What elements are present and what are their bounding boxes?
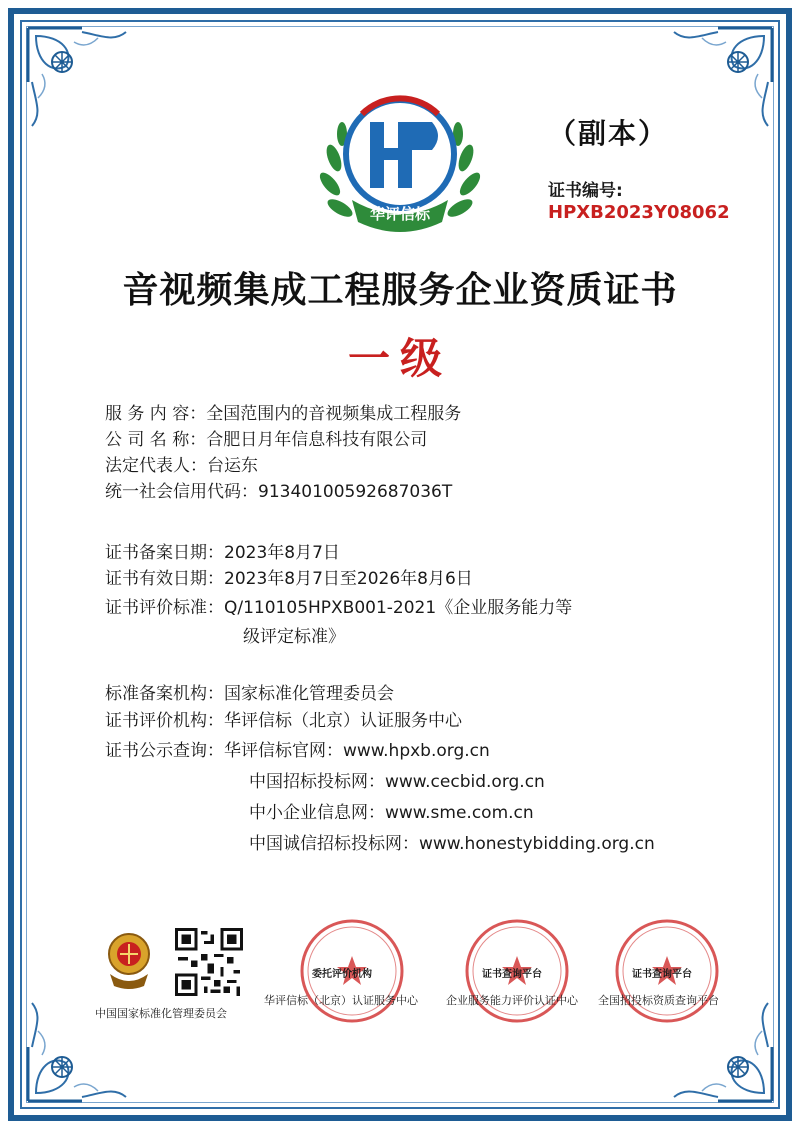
org-row-query-cecbid	[249, 767, 545, 792]
org-value: 华评信标（北京）认证服务中心	[224, 711, 462, 731]
org-row-eval-body	[105, 706, 462, 731]
org-value: 中国诚信招标投标网：www.honestybidding.org.cn	[249, 834, 655, 854]
info-row-credit-code	[105, 477, 452, 502]
org-value: 中国招标投标网：www.cecbid.org.cn	[249, 772, 545, 792]
certificate-number: HPXB2023Y08062	[548, 202, 730, 223]
org-value: 中小企业信息网：www.sme.com.cn	[249, 803, 534, 823]
date-label: 证书有效日期：	[105, 569, 224, 589]
info-label: 服 务 内 容：	[105, 404, 207, 424]
logo-text: 华评信标	[369, 205, 431, 223]
info-row-company	[105, 425, 427, 450]
info-label: 公 司 名 称：	[105, 430, 207, 450]
date-row-standard-cont	[243, 622, 345, 647]
org-value: 华评信标官网：www.hpxb.org.cn	[224, 741, 490, 761]
hpxb-logo-icon	[312, 88, 488, 248]
national-emblem-icon	[102, 930, 156, 992]
org-row-query	[105, 736, 490, 761]
date-label: 证书评价标准：	[105, 598, 224, 618]
info-value: 台运东	[207, 456, 258, 476]
date-row-validity	[105, 564, 473, 589]
date-value: Q/110105HPXB001-2021《企业服务能力等	[224, 598, 573, 618]
date-row-filing	[105, 538, 340, 563]
seal-caption: 全国招投标资质查询平台	[598, 994, 719, 1007]
seal-center-text: 委托评价机构	[312, 969, 372, 980]
info-value: 全国范围内的音视频集成工程服务	[206, 404, 462, 424]
info-value: 91340100592687036T	[258, 482, 453, 502]
info-row-service	[105, 399, 461, 424]
date-row-standard	[105, 593, 572, 618]
seal-center-text: 证书查询平台	[632, 969, 692, 980]
date-label: 证书备案日期：	[105, 543, 224, 563]
date-value: 2023年8月7日	[224, 543, 340, 563]
org-label: 标准备案机构：	[105, 684, 224, 704]
certificate-grade: 一级	[347, 334, 452, 383]
date-value: 2023年8月7日至2026年8月6日	[224, 569, 473, 589]
org-row-query-honesty	[249, 829, 655, 854]
org-row-query-sme	[249, 798, 534, 823]
info-label: 法定代表人：	[105, 456, 207, 476]
org-row-filing-body	[105, 679, 394, 704]
info-label: 统一社会信用代码：	[105, 482, 258, 502]
seal-caption: 企业服务能力评价认证中心	[446, 994, 578, 1007]
seal-center-text: 证书查询平台	[482, 969, 542, 980]
org-value: 国家标准化管理委员会	[224, 684, 394, 704]
copy-label: （副本）	[548, 117, 669, 150]
certificate-number-label: 证书编号:	[548, 181, 623, 201]
emblem-caption: 中国国家标准化管理委员会	[95, 1007, 227, 1020]
qr-code-icon	[175, 928, 243, 996]
certificate-title: 音视频集成工程服务企业资质证书	[122, 270, 678, 311]
date-value: 级评定标准》	[243, 627, 345, 647]
corner-ornament-icon	[22, 22, 142, 142]
seal-caption: 华评信标（北京）认证服务中心	[264, 994, 418, 1007]
org-label: 证书公示查询：	[105, 741, 224, 761]
org-label: 证书评价机构：	[105, 711, 224, 731]
info-value: 合肥日月年信息科技有限公司	[206, 430, 428, 450]
info-row-legal-rep	[105, 451, 258, 476]
corner-ornament-icon	[658, 22, 778, 142]
